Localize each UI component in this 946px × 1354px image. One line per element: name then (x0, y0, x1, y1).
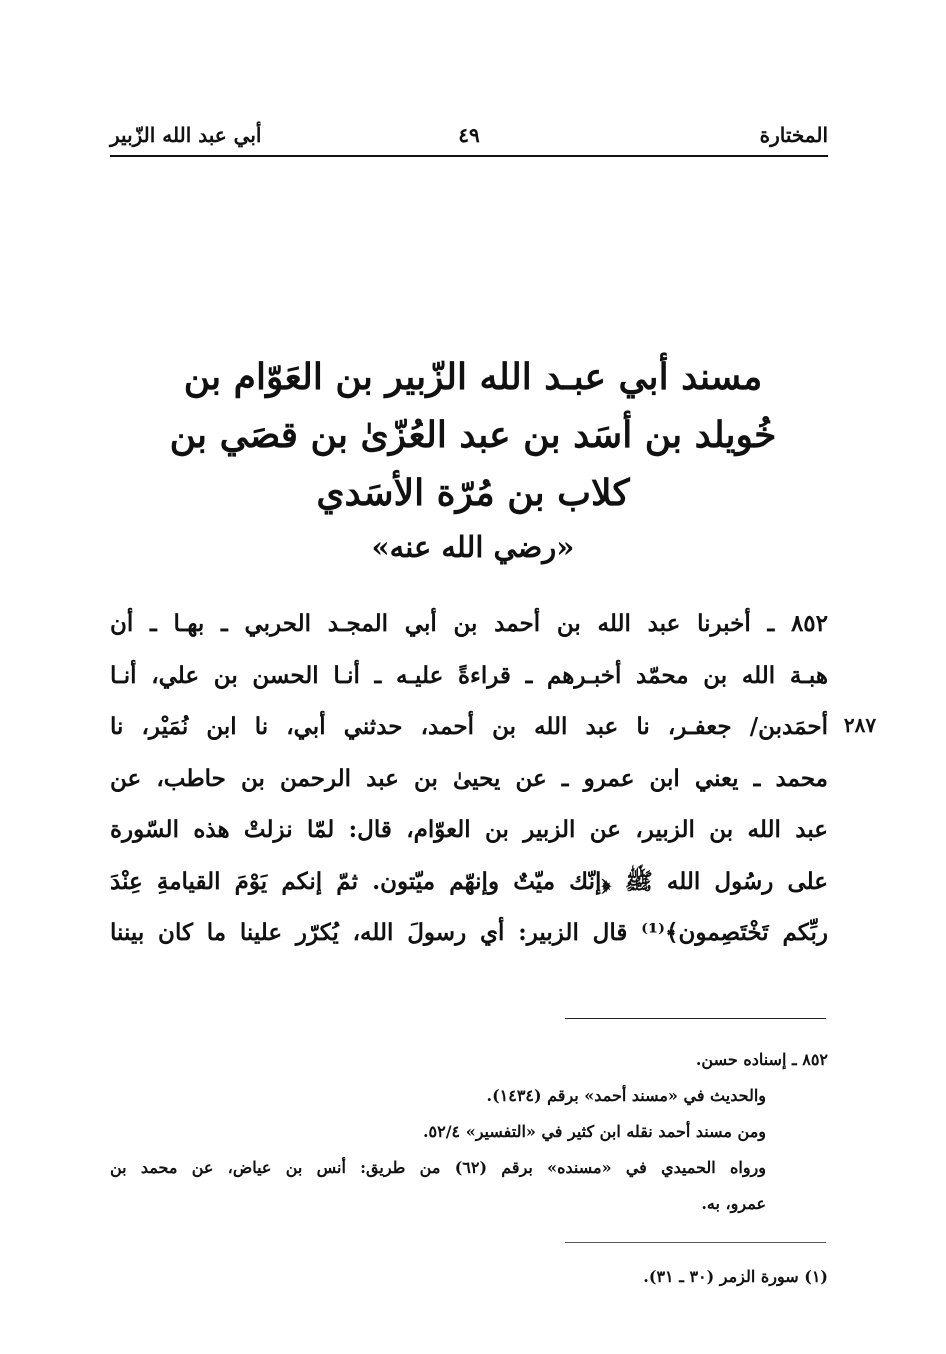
body-line: على رسُول الله ﷺ ﴿إنّك ميّتٌ وإنهّم ميّتون. ثمّ إنكم يَوْمَ القيامةِ عِنْدَ (110, 867, 828, 895)
footnotes (110, 1042, 828, 1222)
body-line: أحمَدبن/ جعفـر، نا عبد الله بن أحمد، حدثني أبي، نا ابن نُمَيْر، نا (110, 713, 828, 740)
body-line: محمد ـ يعني ابن عمرو ـ عن يحيىٰ بن عبد الرحمن بن حاطب، عن (110, 764, 828, 792)
body-line: عبد الله بن الزبير، عن الزبير بن العوّام، قال: لمّا نزلتْ هذه السّورة (110, 816, 828, 843)
footnote-line: عمرو، به. (701, 1194, 766, 1213)
header-section-title: أبي عبد الله الزّبير (110, 123, 262, 147)
title-honorific: «رضي الله عنه» (371, 530, 575, 564)
footnote-line: ٨٥٢ ـ إسناده حسن. (695, 1050, 828, 1069)
body-text (110, 598, 828, 959)
footnote-line: ومن مسند أحمد نقله ابن كثير في «التفسير» ٥٢/٤. (422, 1122, 766, 1141)
footnote-separator (565, 1018, 826, 1019)
header-book-title: المختارة (759, 123, 828, 147)
header-rule (110, 155, 828, 157)
title-line-1: مسند أبي عبـد الله الزّبير بن العَوّام بن (183, 356, 763, 398)
margin-page-reference: ٢٨٧ (843, 713, 877, 737)
footnote-line: والحديث في «مسند أحمد» برقم (١٤٣٤). (486, 1086, 766, 1105)
page-number: ٤٩ (458, 123, 480, 147)
running-header (110, 120, 828, 156)
footnote-line: ورواه الحميدي في «مسنده» برقم (٦٢) من طريق: أنس بن عياض، عن محمد بن (110, 1158, 766, 1177)
endnote-separator (565, 1242, 826, 1243)
chapter-title (120, 348, 826, 572)
title-line-2: خُويلد بن أسَد بن عبد العُزّىٰ بن قصَي بن (169, 414, 777, 456)
body-line: ٨٥٢ ـ أخبرنا عبد الله بن أحمد بن أبي المجـد الحربي ـ بهـا ـ أن (110, 610, 828, 637)
body-line: ربِّكم تَخْتَصِمون﴾⁽¹⁾ قال الزبير: أي رسولَ الله، يُكرّر علينا ما كان بيننا (110, 919, 828, 946)
endnote: (١) سورة الزمر (٣٠ ـ ٣١). (643, 1267, 828, 1286)
title-line-3: كلاب بن مُرّة الأسَدي (316, 472, 630, 514)
body-line: هبـة الله بن محمّد أخبـرهم ـ قراءةً عليـه ـ أنـا الحسن بن علي، أنـا (110, 661, 828, 689)
